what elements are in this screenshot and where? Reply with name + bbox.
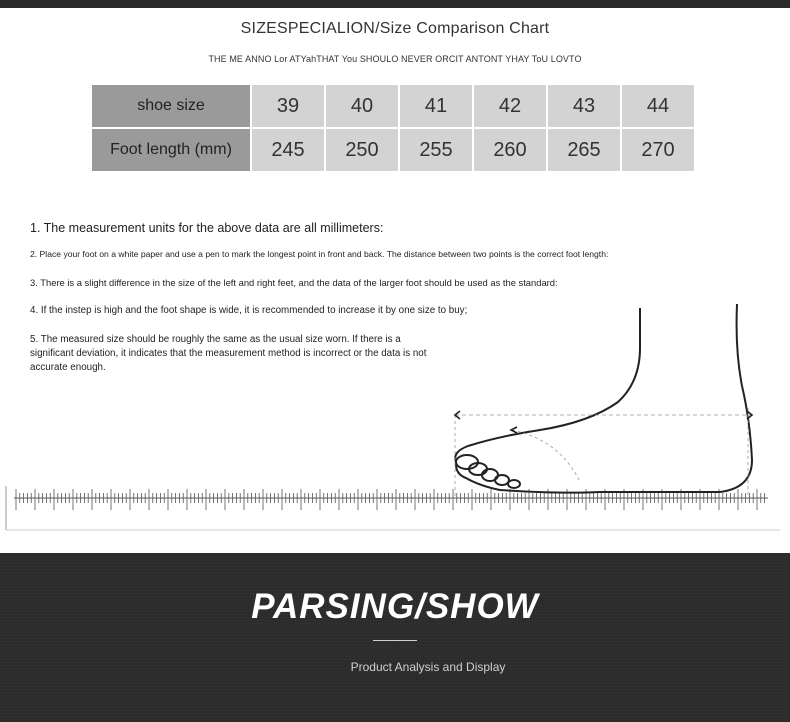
shoe-size-cell: 39: [252, 85, 324, 127]
parsing-show-banner: [0, 553, 790, 722]
table-row-foot-length: [92, 129, 694, 171]
foot-outline-icon: [455, 304, 752, 493]
shoe-size-cell: 42: [474, 85, 546, 127]
row-label-shoe-size: shoe size: [92, 85, 250, 127]
shoe-size-cell: 41: [400, 85, 472, 127]
note-1: 1. The measurement units for the above data are all millimeters:: [30, 221, 384, 235]
note-2: 2. Place your foot on a white paper and use a pen to mark the longest point in front and back. The distance between two points is the correct foot length:: [30, 249, 609, 259]
foot-measurement-illustration: [0, 290, 790, 540]
foot-length-cell: 245: [252, 129, 324, 171]
size-comparison-table: [90, 83, 696, 173]
page-subtitle: THE ME ANNO Lor ATYahTHAT You SHOULO NEVER ORCIT ANTONT YHAY ToU LOVTO: [208, 54, 582, 64]
foot-length-cell: 270: [622, 129, 694, 171]
top-border: [0, 0, 790, 8]
banner-title: PARSING/SHOW: [251, 587, 539, 626]
foot-length-cell: 250: [326, 129, 398, 171]
banner-divider: [373, 640, 417, 641]
shoe-size-cell: 43: [548, 85, 620, 127]
banner-subtitle: Product Analysis and Display: [350, 660, 506, 674]
shoe-size-cell: 40: [326, 85, 398, 127]
note-3: 3. There is a slight difference in the size of the left and right feet, and the data of the larger foot should be used as the standard:: [30, 277, 558, 288]
table-row-shoe-size: [92, 85, 694, 127]
foot-length-cell: 260: [474, 129, 546, 171]
row-label-foot-length: Foot length (mm): [92, 129, 250, 171]
shoe-size-cell: 44: [622, 85, 694, 127]
foot-length-cell: 255: [400, 129, 472, 171]
note-5: 5. The measured size should be roughly the same as the usual size worn. If there is a significant deviation, it indicates that the measurement method is incorrect or the data is not accurate enough.: [30, 334, 427, 373]
page-title: SIZESPECIALION/Size Comparison Chart: [240, 20, 550, 37]
arrow-icon: [455, 411, 752, 433]
foot-length-cell: 265: [548, 129, 620, 171]
note-4: 4. If the instep is high and the foot shape is wide, it is recommended to increase it by one size to buy;: [30, 305, 468, 316]
